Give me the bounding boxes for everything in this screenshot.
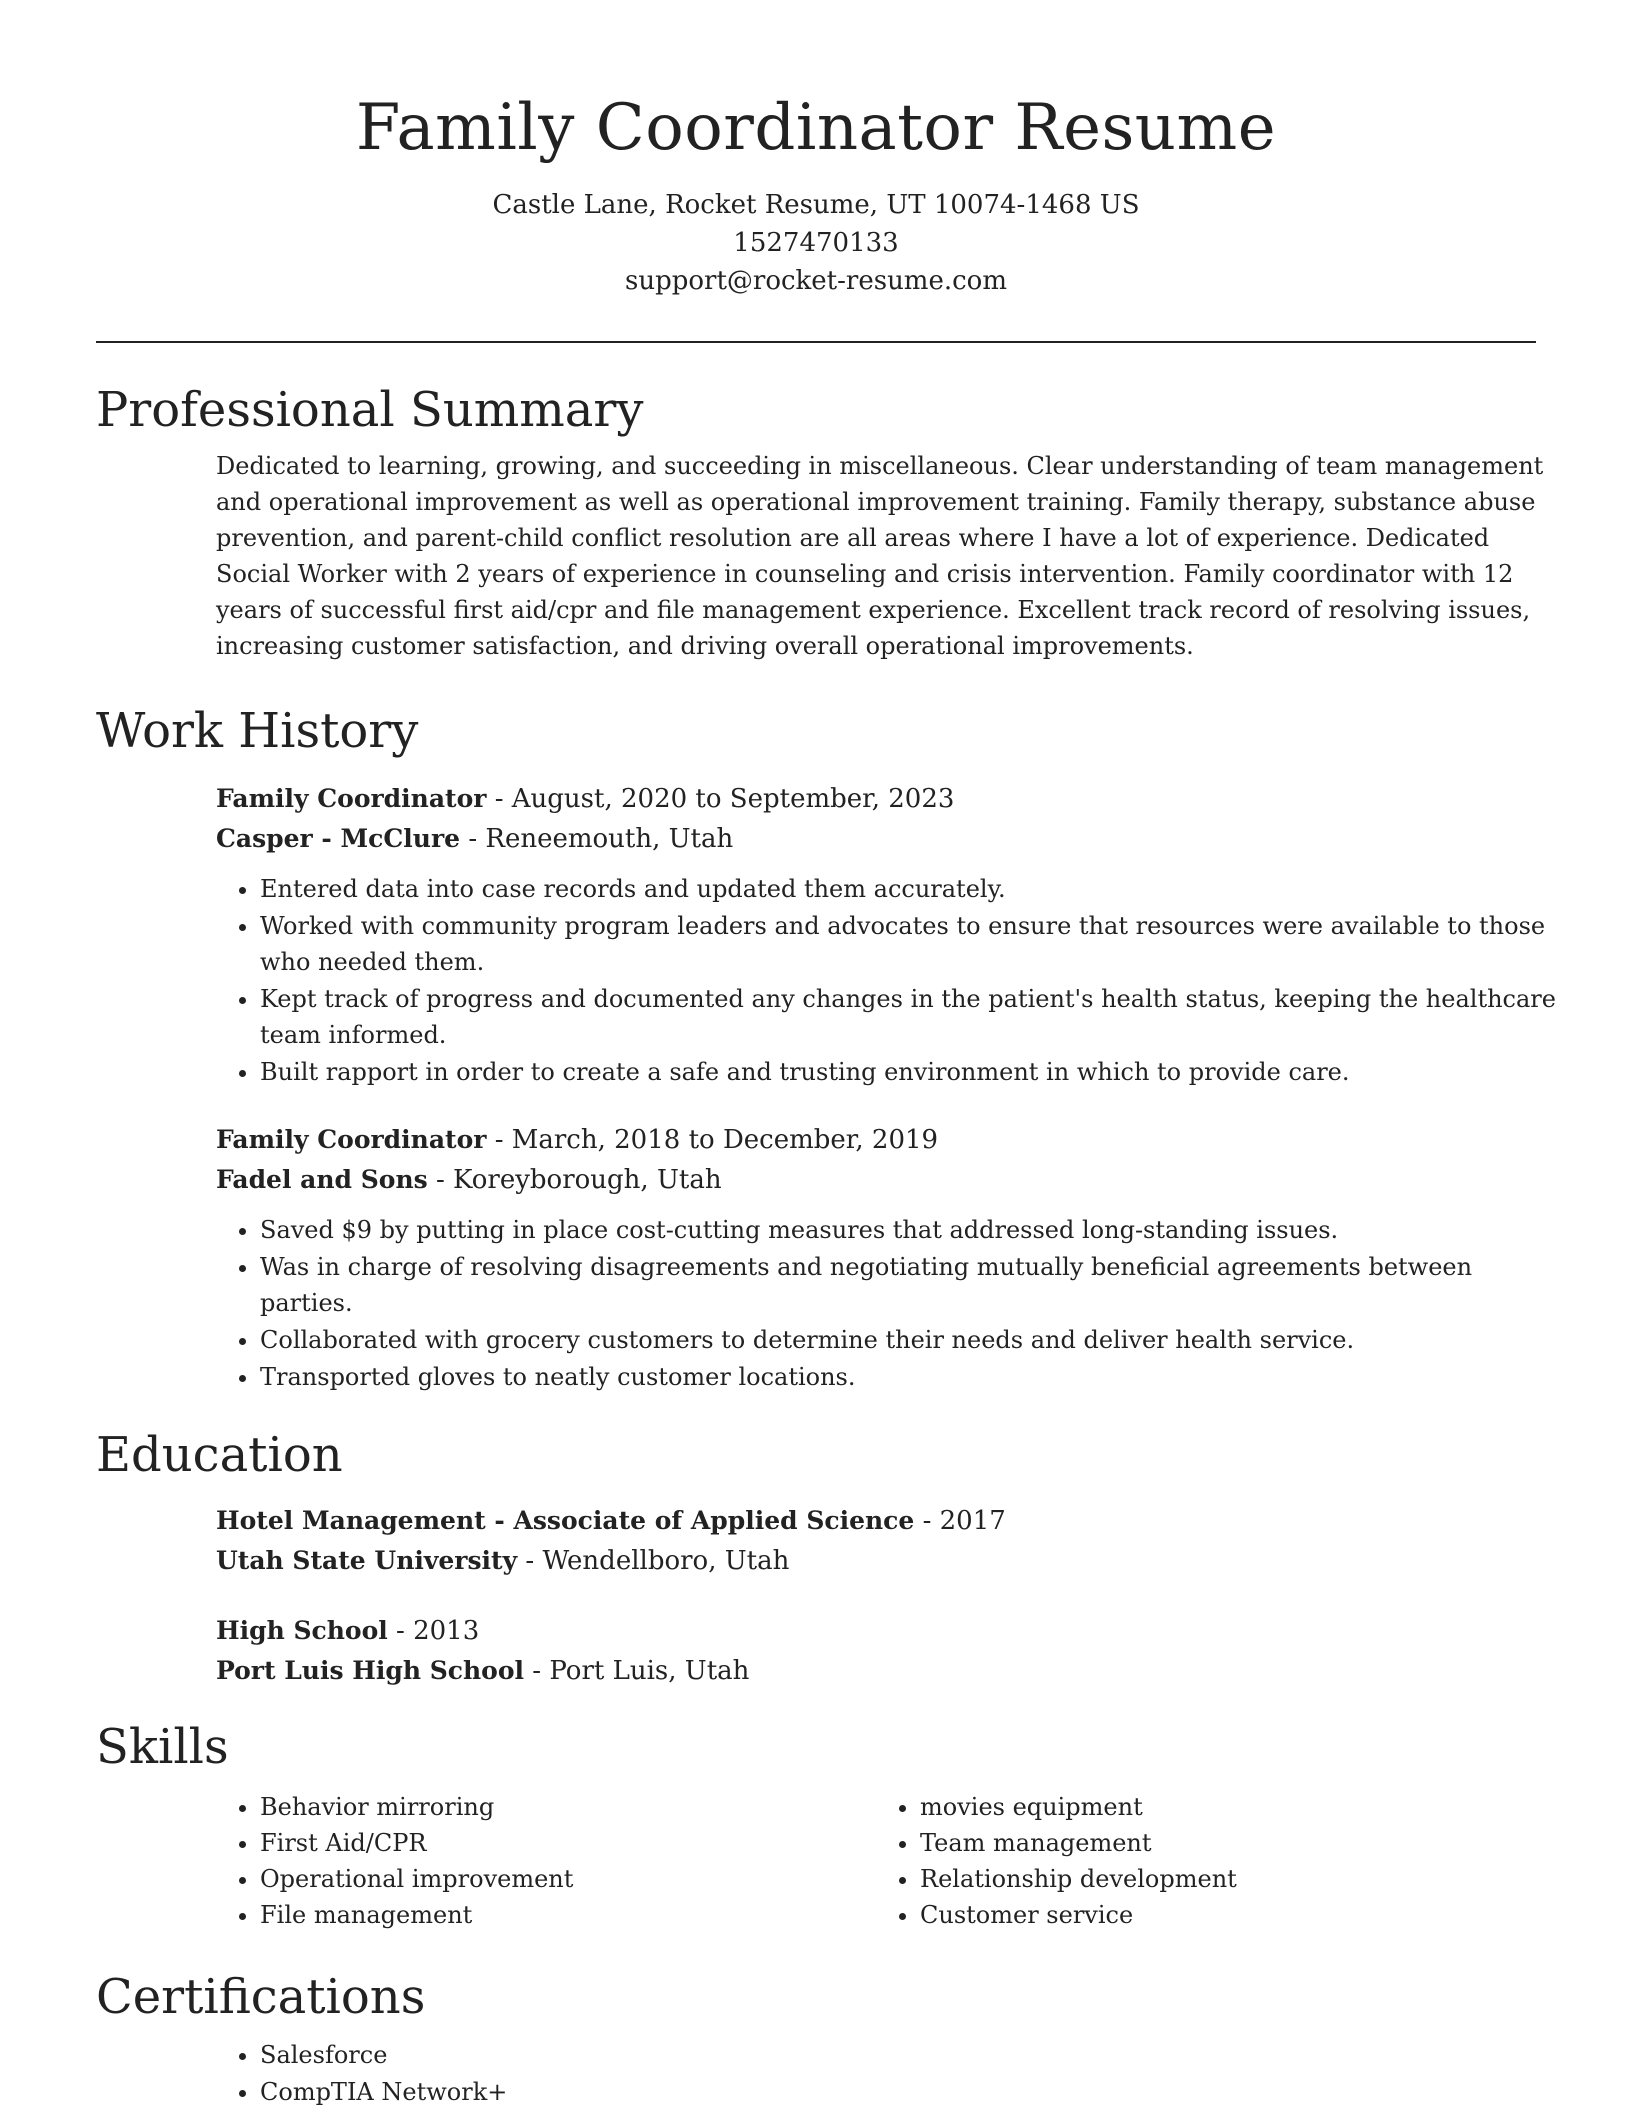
job-company-line (216, 819, 1536, 859)
list-item: • Entered data into case records and updated them accurately. (260, 871, 1560, 907)
list-item: • Operational improvement (260, 1861, 876, 1897)
job-bullets (216, 871, 1560, 1090)
work-history-body (216, 779, 1556, 1395)
skills-grid (216, 1789, 1536, 1933)
job-position: Family Coordinator (216, 784, 487, 813)
job-entry (216, 1120, 1536, 1395)
job-entry (216, 779, 1556, 1090)
education-school: Utah State University (216, 1546, 518, 1575)
list-item: • First Aid/CPR (260, 1825, 876, 1861)
job-company: Casper - McClure (216, 824, 461, 853)
education-school-line (216, 1651, 1536, 1691)
list-item: • Relationship development (920, 1861, 1536, 1897)
skills-column-right (876, 1789, 1536, 1933)
list-item: • movies equipment (920, 1789, 1536, 1825)
job-dates: - March, 2018 to December, 2019 (486, 1125, 939, 1155)
job-dates: - August, 2020 to September, 2023 (486, 784, 955, 814)
list-item: • CompTIA Network+ (260, 2074, 1560, 2110)
header-divider (96, 341, 1536, 343)
list-item: • Team management (920, 1825, 1536, 1861)
education-degree-line (216, 1611, 1536, 1651)
resume-title: Family Coordinator Resume (355, 91, 1277, 165)
contact-info (0, 186, 1632, 300)
work-history-heading: Work History (96, 703, 419, 759)
education-entry (216, 1611, 1536, 1691)
list-item: • Built rapport in order to create a safe and trusting environment in which to provide care. (260, 1054, 1560, 1090)
job-company-line (216, 1160, 1536, 1200)
list-item: • Collaborated with grocery customers to determine their needs and deliver health service. (260, 1322, 1560, 1358)
job-title-line (216, 1120, 1536, 1160)
list-item: • Customer service (920, 1897, 1536, 1933)
education-degree: Hotel Management - Associate of Applied Science (216, 1506, 915, 1535)
certifications-section (96, 1967, 1536, 2111)
education-year: - 2017 (914, 1506, 1006, 1536)
skills-heading: Skills (96, 1719, 229, 1775)
address: Castle Lane, Rocket Resume, UT 10074-1468 US (492, 190, 1140, 220)
email: support@rocket-resume.com (624, 266, 1007, 296)
resume-header (0, 0, 1632, 300)
list-item: • File management (260, 1897, 876, 1933)
list-item: • Behavior mirroring (260, 1789, 876, 1825)
list-item: • Salesforce (260, 2037, 1560, 2073)
certifications-body (216, 2037, 1536, 2110)
education-year: - 2013 (387, 1616, 480, 1646)
skills-body (216, 1789, 1536, 1933)
job-title-line (216, 779, 1536, 819)
summary-text: Dedicated to learning, growing, and succeeding in miscellaneous. Clear understanding of team management and operational improvement as well as operational improvement training. Family therapy, substance abuse prevention, and parent-child conflict resolution are all areas where I have a lot of experience. Dedicated Social Worker with 2 years of experience in counseling and crisis intervention. Family coordinator with 12 years of successful first aid/cpr and file management experience. Excellent track record of resolving issues, increasing customer satisfaction, and driving overall operational improvements. (216, 452, 1544, 660)
job-location: - Koreyborough, Utah (427, 1165, 722, 1195)
phone: 1527470133 (733, 228, 899, 258)
list-item: • Worked with community program leaders and advocates to ensure that resources were available to those who needed them. (260, 908, 1560, 980)
certifications-heading: Certifications (96, 1969, 426, 2025)
skills-column-left (216, 1789, 876, 1933)
list-item: • Transported gloves to neatly customer locations. (260, 1359, 1560, 1395)
list-item: • Kept track of progress and documented any changes in the patient's health status, keeping the healthcare team informed. (260, 981, 1560, 1053)
job-bullets (216, 1212, 1560, 1395)
education-location: - Wendellboro, Utah (517, 1546, 790, 1576)
education-degree: High School (216, 1616, 388, 1645)
summary-body (216, 448, 1544, 664)
education-body (216, 1501, 1536, 1691)
summary-section (96, 380, 1544, 664)
education-school: Port Luis High School (216, 1656, 525, 1685)
job-company: Fadel and Sons (216, 1165, 428, 1194)
education-heading: Education (96, 1427, 343, 1483)
education-degree-line (216, 1501, 1536, 1541)
job-location: - Reneemouth, Utah (460, 824, 734, 854)
certifications-list (216, 2037, 1560, 2110)
education-school-line (216, 1541, 1536, 1581)
skills-section (96, 1717, 1536, 1933)
list-item: • Was in charge of resolving disagreements and negotiating mutually beneficial agreements between parties. (260, 1249, 1560, 1321)
list-item: • Saved $9 by putting in place cost-cutting measures that addressed long-standing issues. (260, 1212, 1560, 1248)
education-entry (216, 1501, 1536, 1581)
education-location: - Port Luis, Utah (524, 1656, 750, 1686)
work-history-section (96, 701, 1556, 1396)
summary-heading: Professional Summary (96, 382, 644, 438)
job-position: Family Coordinator (216, 1125, 487, 1154)
education-section (96, 1425, 1536, 1691)
